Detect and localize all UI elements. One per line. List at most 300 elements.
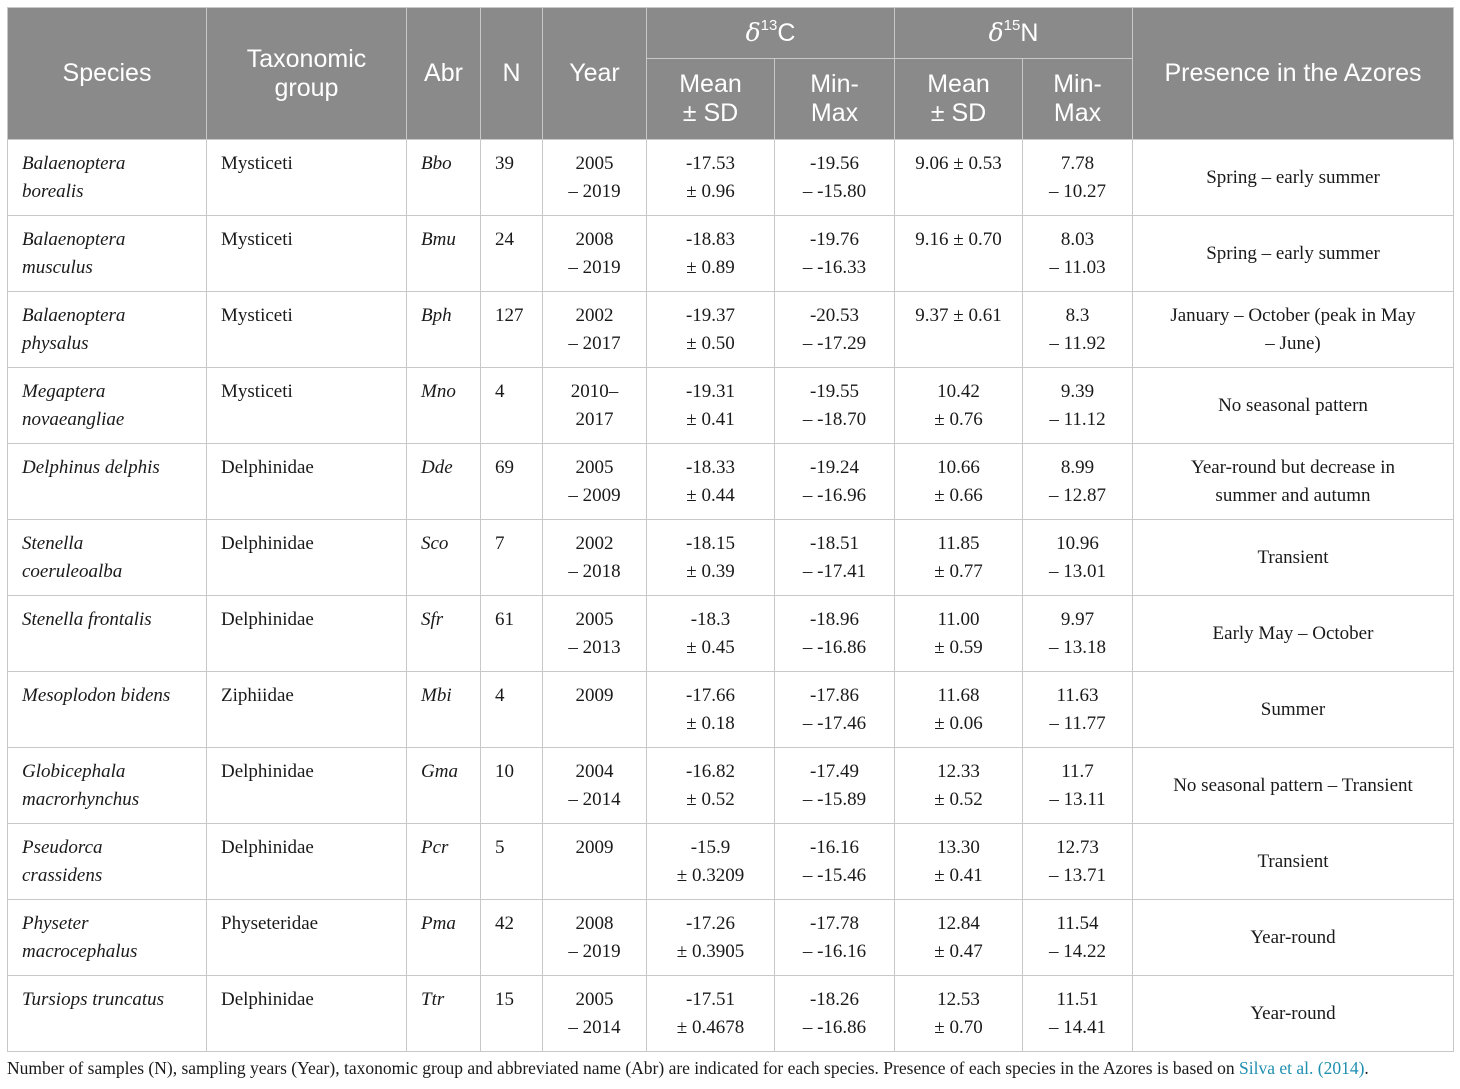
table-row [8,140,1454,216]
species-line: novaeangliae [22,409,125,430]
d15n-mean-line: 10.42 [937,381,980,402]
n-cell: 7 [481,520,543,596]
year-cell [543,976,647,1052]
presence-line: summer and autumn [1215,484,1371,506]
year-cell [543,596,647,672]
year-line: – 2017 [568,333,621,354]
d15n-mean-cell [895,140,1023,216]
d15n-minmax-line: – 13.01 [1049,561,1106,582]
presence-cell [1133,748,1454,824]
taxonomic-group-cell: Mysticeti [207,292,407,368]
taxonomic-group-cell: Physeteridae [207,900,407,976]
d13c-mean-cell [647,596,775,672]
d13c-mean-cell [647,748,775,824]
year-line: – 2014 [568,789,621,810]
d13c-minmax-cell [775,520,895,596]
presence-line: No seasonal pattern – Transient [1173,774,1413,796]
taxonomic-group-cell: Mysticeti [207,216,407,292]
d13c-minmax-line: -19.56 [809,153,860,174]
table-row [8,900,1454,976]
d13c-minmax-line: -17.49 [809,761,860,782]
table-header [8,8,1454,140]
species-cell [8,292,207,368]
d13c-mean-cell [647,824,775,900]
d15n-minmax-line: 11.54 [1056,913,1099,934]
presence-cell [1133,824,1454,900]
presence-cell [1133,292,1454,368]
d13c-mean-cell [647,900,775,976]
d15n-mean-line: ± 0.41 [934,865,983,886]
element-symbol: N [1020,19,1039,47]
d15n-minmax-line: 8.99 [1060,457,1095,478]
year-line: 2002 [575,533,614,554]
mass-number: 15 [1003,17,1021,34]
abr-cell: Sco [407,520,481,596]
d13c-mean-cell [647,444,775,520]
species-cell [8,748,207,824]
year-line: – 2009 [568,485,621,506]
d15n-minmax-cell [1023,140,1133,216]
d13c-minmax-cell [775,140,895,216]
d13c-minmax-cell [775,900,895,976]
d15n-minmax-line: 10.96 [1056,533,1099,554]
d13c-mean-cell [647,976,775,1052]
d13c-minmax-line: – -16.86 [802,637,867,658]
d13c-minmax-line: -17.86 [809,685,860,706]
d15n-mean-cell [895,596,1023,672]
d15n-minmax-cell [1023,976,1133,1052]
species-cell [8,368,207,444]
d15n-minmax-cell [1023,292,1133,368]
abr-cell: Gma [407,748,481,824]
d13c-minmax-line: – -17.29 [802,333,867,354]
presence-line: No seasonal pattern [1218,394,1368,416]
species-line: Balaenoptera [22,153,126,174]
table-row [8,824,1454,900]
presence-cell [1133,596,1454,672]
taxonomic-group-cell: Ziphiidae [207,672,407,748]
d15n-minmax-line: – 12.87 [1049,485,1106,506]
d13c-mean-line: -15.9 [690,837,731,858]
header-line: Min- [1053,70,1102,98]
d13c-mean-line: ± 0.89 [686,257,735,278]
d15n-minmax-line: – 11.77 [1049,713,1106,734]
d13c-minmax-line: -16.16 [809,837,860,858]
species-line: Balaenoptera [22,229,126,250]
presence-line: Year-round [1250,926,1336,948]
presence-cell [1133,444,1454,520]
abr-cell: Pcr [407,824,481,900]
d13c-minmax-line: – -16.96 [802,485,867,506]
species-line: macrorhynchus [22,789,140,810]
d15n-mean-line: 10.66 [937,457,980,478]
abr-cell: Pma [407,900,481,976]
d15n-mean-line: 11.00 [937,609,980,630]
d13c-minmax-line: -19.76 [809,229,860,250]
d15n-minmax-line: – 13.71 [1049,865,1106,886]
d13c-mean-line: -18.33 [685,457,736,478]
species-line: Delphinus delphis [22,457,160,478]
d13c-minmax-cell [775,216,895,292]
d13c-minmax-line: -17.78 [809,913,860,934]
presence-cell [1133,216,1454,292]
d15n-minmax-line: 9.97 [1060,609,1095,630]
d15n-minmax-line: 12.73 [1056,837,1099,858]
d15n-minmax-cell [1023,216,1133,292]
year-line: 2009 [575,837,614,858]
presence-line: Spring – early summer [1206,242,1380,264]
d13c-minmax-line: -19.24 [809,457,860,478]
species-line: Megaptera [22,381,106,402]
presence-line: Early May – October [1212,622,1374,644]
d13c-mean-cell [647,368,775,444]
n-cell: 5 [481,824,543,900]
d15n-mean-line: ± 0.52 [934,789,983,810]
d15n-minmax-line: 9.39 [1060,381,1095,402]
footnote-text: Number of samples (N), sampling years (Year), taxonomic group and abbreviated name (Abr) are indicated for each species. Presence of each species in the Azores is based on [7,1058,1240,1078]
d13c-mean-cell [647,520,775,596]
presence-cell [1133,976,1454,1052]
element-symbol: C [777,19,796,47]
n-cell: 42 [481,900,543,976]
presence-line: Summer [1260,698,1326,720]
d13c-minmax-line: – -15.46 [802,865,867,886]
d13c-minmax-cell [775,292,895,368]
species-cell [8,444,207,520]
d15n-minmax-line: 8.3 [1065,305,1090,326]
d13c-mean-line: ± 0.50 [686,333,735,354]
d15n-mean-line: 9.16 ± 0.70 [915,229,1002,250]
d15n-minmax-cell [1023,520,1133,596]
table-row [8,444,1454,520]
d13c-mean-cell [647,292,775,368]
taxonomic-group-cell: Delphinidae [207,596,407,672]
d13c-mean-cell [647,216,775,292]
d13c-mean-line: ± 0.18 [686,713,735,734]
d15n-minmax-line: – 10.27 [1049,181,1106,202]
d15n-minmax-line: 8.03 [1060,229,1095,250]
header-line: Max [810,99,859,127]
d13c-minmax-cell [775,748,895,824]
species-cell [8,596,207,672]
year-cell [543,292,647,368]
n-cell: 61 [481,596,543,672]
d13c-mean-line: ± 0.39 [686,561,735,582]
presence-line: Transient [1257,546,1329,568]
d13c-mean-line: ± 0.3905 [676,941,745,962]
table-row [8,748,1454,824]
d15n-minmax-cell [1023,824,1133,900]
header-line: ± SD [930,99,987,127]
d13c-minmax-line: – -16.86 [802,1017,867,1038]
d13c-mean-line: -19.31 [685,381,736,402]
header-n: N [481,8,543,140]
d15n-mean-cell [895,520,1023,596]
table-row [8,976,1454,1052]
d13c-minmax-line: -18.26 [809,989,860,1010]
table-row [8,672,1454,748]
d13c-minmax-line: – -15.89 [802,789,867,810]
d15n-mean-line: ± 0.70 [934,1017,983,1038]
d15n-mean-line: 12.84 [937,913,980,934]
d13c-mean-line: ± 0.4678 [676,1017,745,1038]
d15n-minmax-cell [1023,900,1133,976]
header-abr: Abr [407,8,481,140]
d13c-mean-line: -18.3 [690,609,731,630]
d13c-mean-cell [647,672,775,748]
species-line: Globicephala [22,761,126,782]
abr-cell: Sfr [407,596,481,672]
year-line: 2009 [575,685,614,706]
d13c-minmax-line: – -18.70 [802,409,867,430]
d13c-mean-line: ± 0.52 [686,789,735,810]
d15n-minmax-line: 11.51 [1056,989,1099,1010]
year-line: 2008 [575,913,614,934]
species-cell [8,976,207,1052]
citation-link[interactable]: Silva et al. (2014) [1239,1058,1365,1078]
presence-line: January – October (peak in May [1170,304,1416,326]
species-cell [8,216,207,292]
header-n-mean-sd [895,59,1023,140]
d15n-mean-line: 9.37 ± 0.61 [915,305,1002,326]
taxonomic-group-cell: Mysticeti [207,368,407,444]
d15n-mean-line: ± 0.76 [934,409,983,430]
year-line: 2017 [575,409,614,430]
d13c-mean-line: ± 0.96 [686,181,735,202]
header-presence: Presence in the Azores [1133,8,1454,140]
d13c-minmax-line: – -15.80 [802,181,867,202]
species-line: Mesoplodon bidens [22,685,171,706]
presence-cell [1133,520,1454,596]
d15n-minmax-line: 11.7 [1061,761,1094,782]
d13c-minmax-line: -18.51 [809,533,860,554]
d15n-mean-cell [895,292,1023,368]
year-line: 2008 [575,229,614,250]
table-row [8,368,1454,444]
d13c-mean-line: ± 0.41 [686,409,735,430]
presence-cell [1133,368,1454,444]
d15n-minmax-line: 11.63 [1056,685,1099,706]
presence-line: Year-round but decrease in [1191,456,1395,478]
d13c-mean-cell [647,140,775,216]
n-cell: 15 [481,976,543,1052]
species-line: musculus [22,257,93,278]
d15n-mean-line: 12.53 [937,989,980,1010]
species-cell [8,520,207,596]
d13c-minmax-cell [775,672,895,748]
header-line: Mean [927,70,990,98]
year-line: – 2018 [568,561,621,582]
isotope-table [7,7,1454,1052]
table-row [8,596,1454,672]
taxonomic-group-cell: Delphinidae [207,748,407,824]
d15n-mean-line: ± 0.77 [934,561,983,582]
species-line: Physeter [22,913,89,934]
abr-cell: Ttr [407,976,481,1052]
d15n-mean-cell [895,368,1023,444]
d15n-mean-line: 9.06 ± 0.53 [915,153,1002,174]
year-line: – 2019 [568,941,621,962]
year-line: 2005 [575,457,614,478]
mass-number: 13 [760,17,778,34]
year-line: – 2014 [568,1017,621,1038]
d13c-minmax-line: – -16.33 [802,257,867,278]
d13c-mean-line: -17.53 [685,153,736,174]
n-cell: 24 [481,216,543,292]
d13c-minmax-cell [775,596,895,672]
year-cell [543,748,647,824]
presence-line: Transient [1257,850,1329,872]
presence-cell [1133,140,1454,216]
presence-line: Year-round [1250,1002,1336,1024]
header-line: Max [1053,99,1102,127]
d15n-minmax-line: – 14.22 [1049,941,1106,962]
presence-cell [1133,672,1454,748]
header-line: Mean [679,70,742,98]
d15n-mean-cell [895,672,1023,748]
species-line: coeruleoalba [22,561,123,582]
d15n-mean-line: 12.33 [937,761,980,782]
d15n-mean-cell [895,748,1023,824]
d13c-minmax-cell [775,444,895,520]
delta-symbol: δ [745,18,761,47]
n-cell: 4 [481,672,543,748]
taxonomic-group-cell: Mysticeti [207,140,407,216]
header-taxonomic-group: Taxonomic group [207,8,407,140]
abr-cell: Mbi [407,672,481,748]
year-line: – 2013 [568,637,621,658]
d13c-mean-line: ± 0.45 [686,637,735,658]
delta-symbol: δ [988,18,1004,47]
header-d15n [895,8,1133,59]
d13c-mean-line: ± 0.44 [686,485,735,506]
d13c-mean-line: -17.51 [685,989,736,1010]
species-cell [8,140,207,216]
presence-cell [1133,900,1454,976]
table-footnote [7,1058,1453,1079]
taxonomic-group-cell: Delphinidae [207,976,407,1052]
d15n-minmax-line: – 11.12 [1049,409,1106,430]
d15n-minmax-line: 7.78 [1060,153,1095,174]
d15n-mean-line: ± 0.59 [934,637,983,658]
data-table-container [7,7,1453,1052]
taxonomic-group-cell: Delphinidae [207,520,407,596]
species-line: Stenella [22,533,84,554]
year-line: 2010– [570,381,619,402]
header-species: Species [8,8,207,140]
n-cell: 69 [481,444,543,520]
year-cell [543,368,647,444]
d15n-minmax-line: – 11.03 [1049,257,1106,278]
d13c-mean-line: -19.37 [685,305,736,326]
table-body [8,140,1454,1052]
species-line: Pseudorca [22,837,103,858]
d15n-minmax-line: – 13.18 [1049,637,1106,658]
table-row [8,216,1454,292]
year-cell [543,520,647,596]
n-cell: 10 [481,748,543,824]
d15n-mean-cell [895,824,1023,900]
year-cell [543,444,647,520]
table-row [8,520,1454,596]
d13c-mean-line: -17.66 [685,685,736,706]
species-line: macrocephalus [22,941,138,962]
abr-cell: Mno [407,368,481,444]
n-cell: 4 [481,368,543,444]
species-line: physalus [22,333,89,354]
d13c-minmax-line: – -16.16 [802,941,867,962]
d15n-mean-line: 11.68 [937,685,980,706]
d15n-mean-line: 13.30 [937,837,980,858]
abr-cell: Dde [407,444,481,520]
year-line: – 2019 [568,181,621,202]
d13c-mean-line: -16.82 [685,761,736,782]
year-cell [543,140,647,216]
d13c-minmax-line: -19.55 [809,381,860,402]
year-cell [543,900,647,976]
d15n-mean-cell [895,216,1023,292]
year-line: 2005 [575,609,614,630]
n-cell: 127 [481,292,543,368]
header-n-min-max [1023,59,1133,140]
d15n-mean-cell [895,900,1023,976]
d15n-mean-line: ± 0.06 [934,713,983,734]
d13c-minmax-cell [775,824,895,900]
presence-line: Spring – early summer [1206,166,1380,188]
table-row [8,292,1454,368]
d13c-minmax-cell [775,976,895,1052]
d13c-minmax-line: – -17.41 [802,561,867,582]
d15n-minmax-cell [1023,596,1133,672]
species-cell [8,824,207,900]
year-line: 2004 [575,761,614,782]
abr-cell: Bmu [407,216,481,292]
species-line: Stenella frontalis [22,609,152,630]
d15n-mean-line: ± 0.47 [934,941,983,962]
d13c-mean-line: -18.15 [685,533,736,554]
species-line: Balaenoptera [22,305,126,326]
year-line: – 2019 [568,257,621,278]
d15n-mean-cell [895,444,1023,520]
year-line: 2005 [575,989,614,1010]
d15n-minmax-cell [1023,368,1133,444]
header-line: ± SD [682,99,739,127]
footnote-end: . [1364,1058,1369,1078]
d13c-minmax-line: -20.53 [809,305,860,326]
header-line: Min- [810,70,859,98]
d13c-minmax-cell [775,368,895,444]
taxonomic-group-cell: Delphinidae [207,824,407,900]
d15n-mean-cell [895,976,1023,1052]
d15n-minmax-line: – 11.92 [1049,333,1106,354]
d15n-minmax-line: – 14.41 [1049,1017,1106,1038]
year-cell [543,216,647,292]
header-c-min-max [775,59,895,140]
abr-cell: Bbo [407,140,481,216]
header-year: Year [543,8,647,140]
presence-line: – June) [1265,332,1321,354]
year-cell [543,824,647,900]
d15n-mean-line: 11.85 [937,533,980,554]
year-line: 2005 [575,153,614,174]
species-cell [8,900,207,976]
d15n-minmax-line: – 13.11 [1049,789,1106,810]
species-line: borealis [22,181,84,202]
header-d13c [647,8,895,59]
d13c-mean-line: -17.26 [685,913,736,934]
year-line: 2002 [575,305,614,326]
d13c-minmax-line: – -17.46 [802,713,867,734]
